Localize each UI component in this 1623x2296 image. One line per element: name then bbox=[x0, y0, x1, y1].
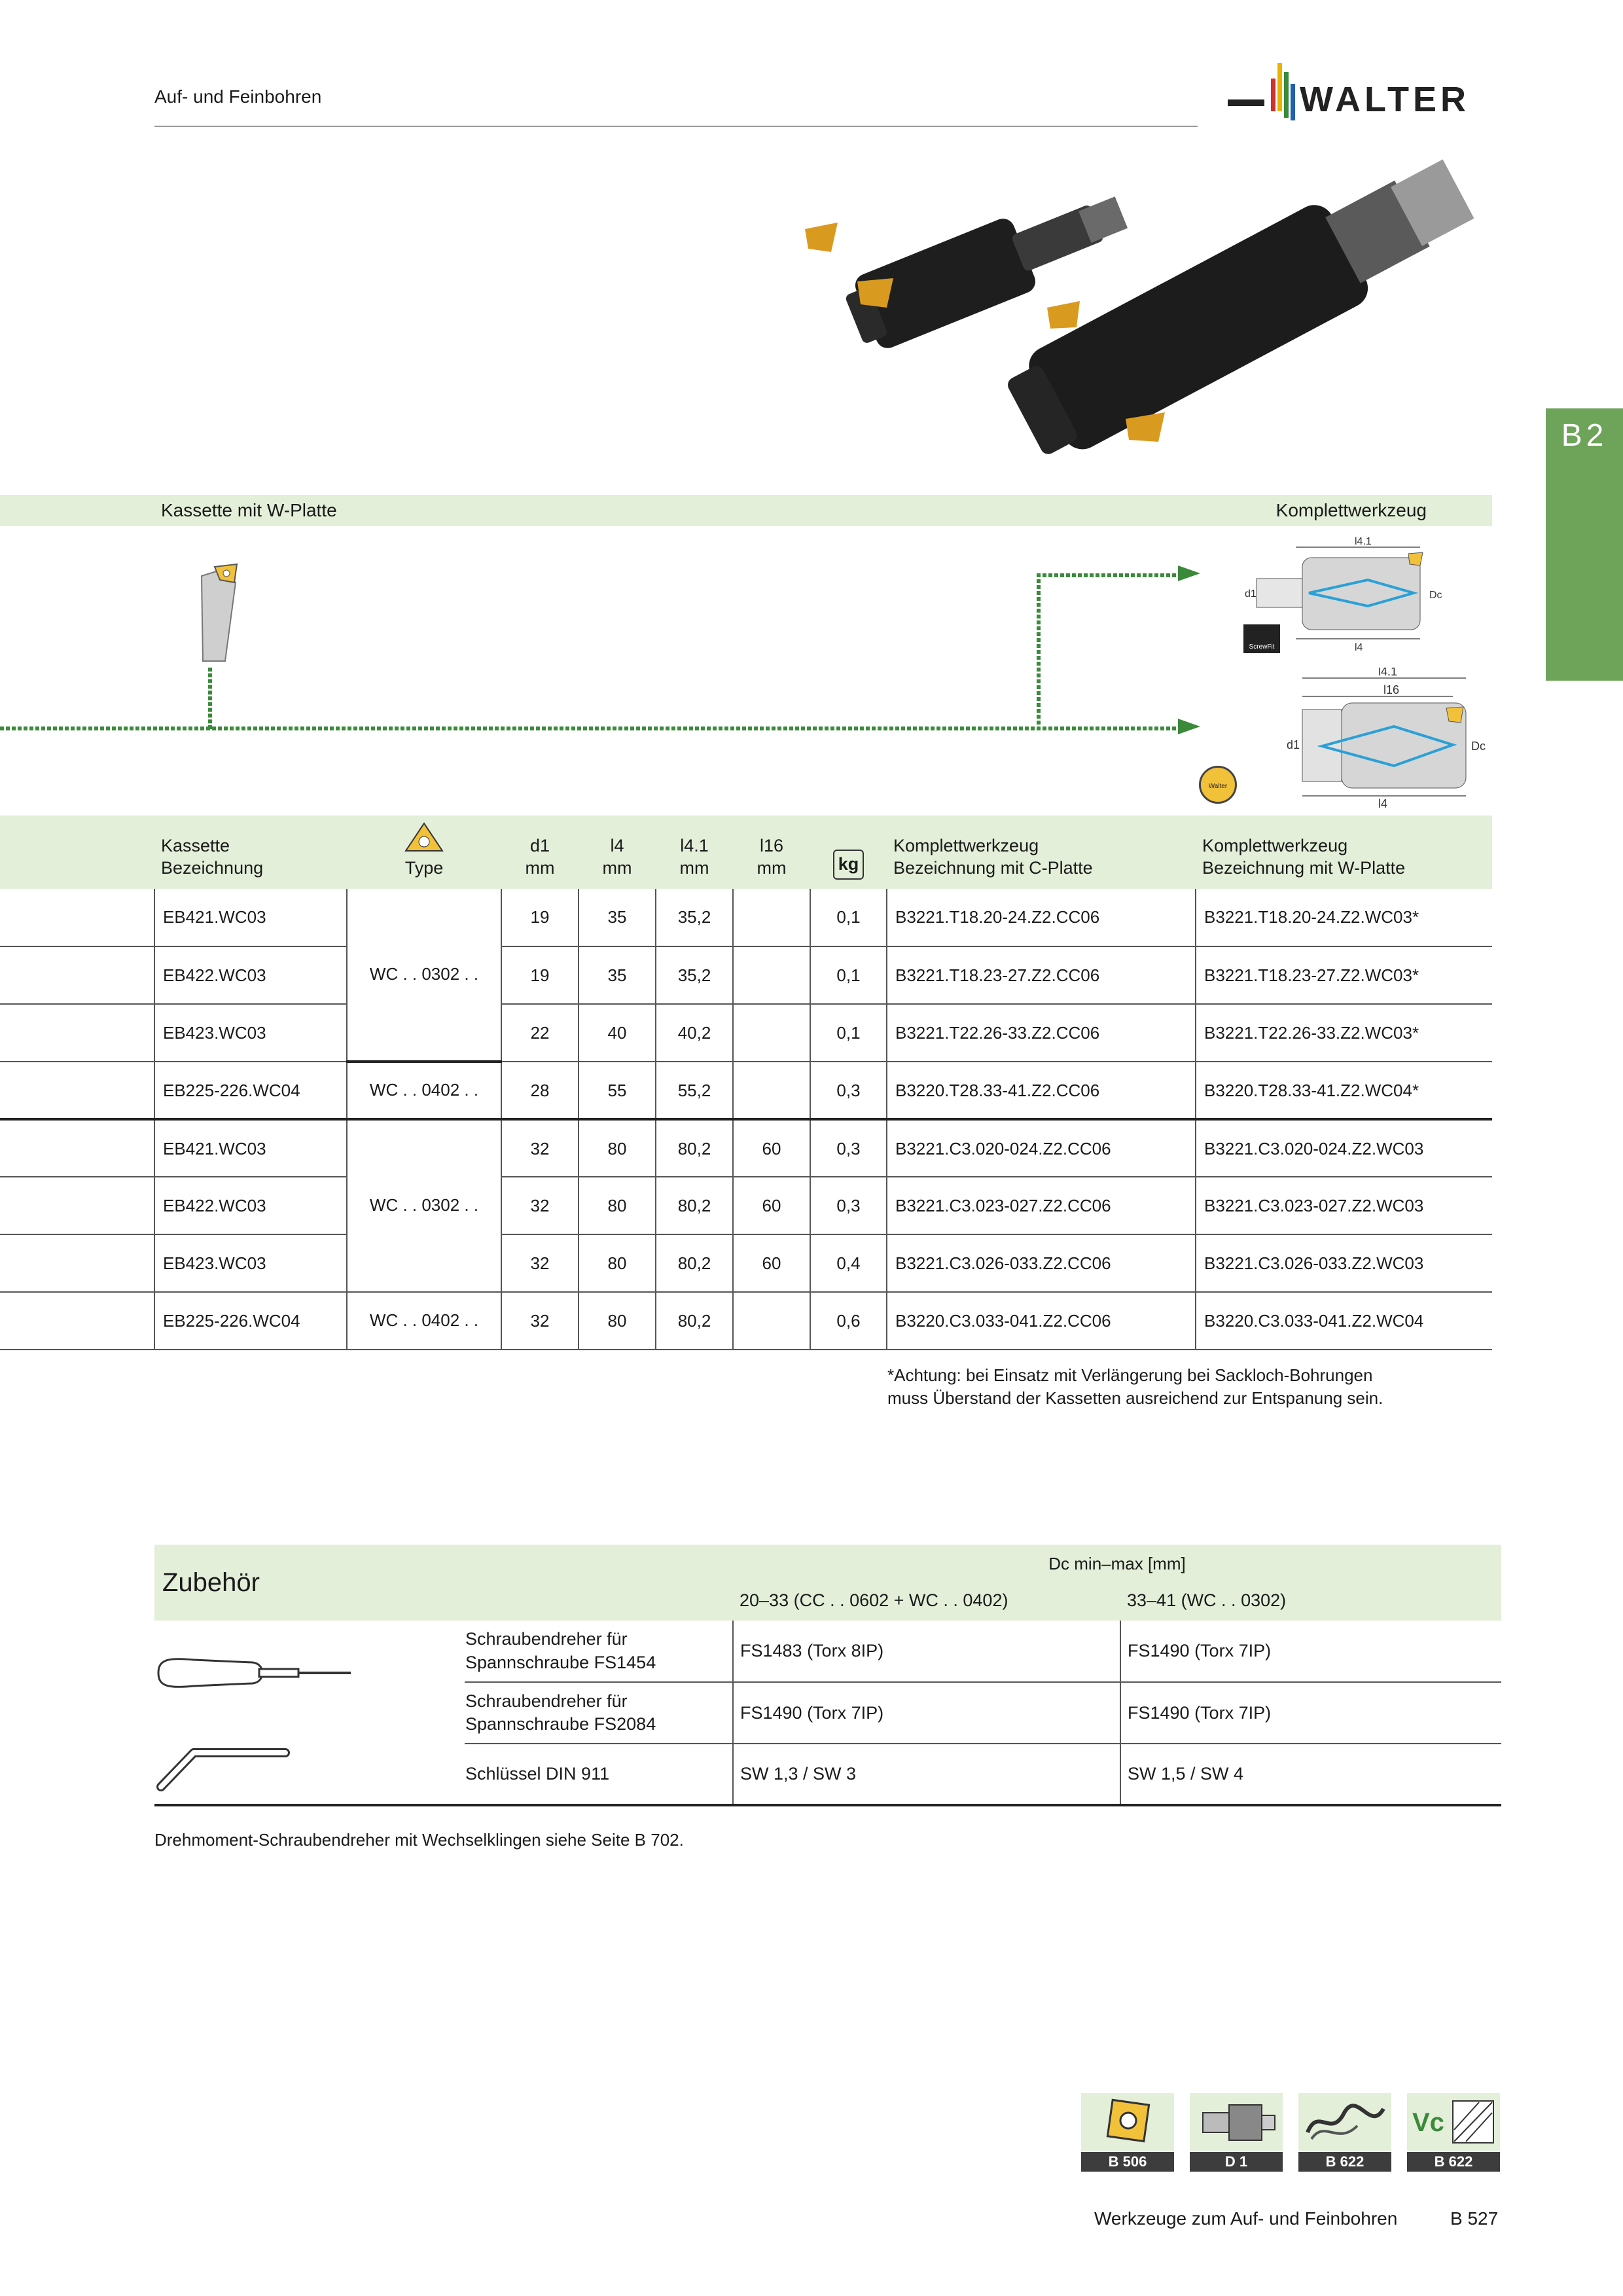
cell-l4: 80 bbox=[579, 1177, 656, 1234]
cell-c-platte: B3221.T22.26-33.Z2.CC06 bbox=[887, 1004, 1196, 1062]
header-l16: l16 mm bbox=[733, 816, 810, 889]
acc-item-name: Schraubendreher für Spannschraube FS2084 bbox=[465, 1682, 733, 1744]
cell-l4: 35 bbox=[579, 889, 656, 946]
header-d1: d1 mm bbox=[501, 816, 579, 889]
cell-l4: 40 bbox=[579, 1004, 656, 1062]
walter-capto-badge: Walter bbox=[1199, 766, 1237, 804]
cell-l16 bbox=[733, 1292, 810, 1350]
svg-text:l4: l4 bbox=[1355, 642, 1363, 653]
cell-l16 bbox=[733, 889, 810, 946]
table-row bbox=[0, 1234, 1492, 1292]
table-header-row bbox=[0, 816, 1492, 889]
cell-l41: 80,2 bbox=[656, 1234, 733, 1292]
cell-l4: 80 bbox=[579, 1292, 656, 1350]
row-spacer bbox=[0, 889, 154, 946]
cell-d1: 32 bbox=[501, 1234, 579, 1292]
section-bar bbox=[0, 495, 1492, 526]
row-spacer bbox=[0, 1119, 154, 1177]
row-spacer bbox=[0, 1062, 154, 1119]
header-rule bbox=[154, 126, 1198, 127]
cell-kg: 0,3 bbox=[810, 1062, 887, 1119]
connector-top bbox=[1037, 573, 1182, 577]
table-row bbox=[0, 1177, 1492, 1234]
cell-kassette: EB422.WC03 bbox=[154, 946, 347, 1004]
svg-text:Vc: Vc bbox=[1412, 2108, 1444, 2137]
cell-type: WC . . 0302 . . bbox=[347, 1119, 501, 1292]
cell-l41: 40,2 bbox=[656, 1004, 733, 1062]
row-spacer bbox=[0, 1292, 154, 1350]
weight-icon: kg bbox=[833, 850, 865, 880]
table-row bbox=[0, 1292, 1492, 1350]
acc-value-col1: FS1483 (Torx 8IP) bbox=[733, 1621, 1120, 1682]
cell-type: WC . . 0402 . . bbox=[347, 1062, 501, 1119]
cell-l16: 60 bbox=[733, 1119, 810, 1177]
cell-c-platte: B3221.C3.023-027.Z2.CC06 bbox=[887, 1177, 1196, 1234]
section-left-label: Kassette mit W-Platte bbox=[161, 500, 337, 520]
table-row bbox=[0, 1004, 1492, 1062]
cassette-drawing bbox=[196, 563, 249, 668]
ref-icon-3[interactable]: B 622 bbox=[1298, 2093, 1391, 2172]
cell-w-platte: B3221.T18.23-27.Z2.WC03* bbox=[1196, 946, 1492, 1004]
acc-value-col1: SW 1,3 / SW 3 bbox=[733, 1744, 1120, 1805]
cell-kassette: EB422.WC03 bbox=[154, 1177, 347, 1234]
cell-kassette: EB421.WC03 bbox=[154, 1119, 347, 1177]
ref-icon-2[interactable]: D 1 bbox=[1190, 2093, 1283, 2172]
header-w-platte: Komplettwerkzeug Bezeichnung mit W-Platte bbox=[1196, 816, 1492, 889]
acc-col2-header: 33–41 (WC . . 0302) bbox=[1127, 1590, 1287, 1610]
cell-c-platte: B3221.T18.20-24.Z2.CC06 bbox=[887, 889, 1196, 946]
footer-note: Drehmoment-Schraubendreher mit Wechselklingen siehe Seite B 702. bbox=[154, 1830, 684, 1850]
cell-l4: 35 bbox=[579, 946, 656, 1004]
page-header-title: Auf- und Feinbohren bbox=[154, 86, 322, 107]
section-right-label: Komplettwerkzeug bbox=[1275, 500, 1427, 520]
row-spacer bbox=[0, 1177, 154, 1234]
cell-w-platte: B3221.T22.26-33.Z2.WC03* bbox=[1196, 1004, 1492, 1062]
cell-l16 bbox=[733, 1004, 810, 1062]
cell-kassette: EB225-226.WC04 bbox=[154, 1062, 347, 1119]
cell-l41: 35,2 bbox=[656, 946, 733, 1004]
acc-value-col1: FS1490 (Torx 7IP) bbox=[733, 1682, 1120, 1744]
cassette-table bbox=[0, 816, 1492, 1350]
acc-item-name: Schlüssel DIN 911 bbox=[465, 1744, 733, 1805]
vc-chart-icon bbox=[1407, 2093, 1500, 2151]
cell-kassette: EB225-226.WC04 bbox=[154, 1292, 347, 1350]
svg-text:l4.1: l4.1 bbox=[1355, 536, 1372, 547]
insert-shape-icon bbox=[404, 822, 444, 855]
cell-kg: 0,6 bbox=[810, 1292, 887, 1350]
header-kassette: Kassette Bezeichnung bbox=[154, 816, 347, 889]
insert-icon bbox=[1081, 2093, 1174, 2151]
cell-w-platte: B3220.T28.33-41.Z2.WC04* bbox=[1196, 1062, 1492, 1119]
header-l4: l4 mm bbox=[579, 816, 656, 889]
cell-l41: 80,2 bbox=[656, 1119, 733, 1177]
cell-w-platte: B3221.C3.023-027.Z2.WC03 bbox=[1196, 1177, 1492, 1234]
acc-col1-header: 20–33 (CC . . 0602 + WC . . 0402) bbox=[740, 1590, 1008, 1610]
tool-diagram-bottom bbox=[1230, 668, 1492, 812]
cell-type: WC . . 0402 . . bbox=[347, 1292, 501, 1350]
acc-row bbox=[154, 1744, 1501, 1805]
cell-c-platte: B3220.T28.33-41.Z2.CC06 bbox=[887, 1062, 1196, 1119]
header-type: Type bbox=[347, 816, 501, 889]
cell-l4: 55 bbox=[579, 1062, 656, 1119]
header-c-platte: Komplettwerkzeug Bezeichnung mit C-Platte bbox=[887, 816, 1196, 889]
arrow-right-icon bbox=[1178, 719, 1202, 734]
header-kg bbox=[810, 816, 887, 889]
screwfit-badge: ScrewFit bbox=[1243, 624, 1280, 653]
cell-w-platte: B3220.C3.033-041.Z2.WC04 bbox=[1196, 1292, 1492, 1350]
cell-d1: 32 bbox=[501, 1177, 579, 1234]
cell-kg: 0,4 bbox=[810, 1234, 887, 1292]
acc-title: Zubehör bbox=[162, 1568, 260, 1597]
row-spacer bbox=[0, 1004, 154, 1062]
cell-l41: 35,2 bbox=[656, 889, 733, 946]
page-number: B 527 bbox=[1450, 2208, 1499, 2229]
ref-icon-1[interactable]: B 506 bbox=[1081, 2093, 1174, 2172]
connector-vertical bbox=[208, 668, 212, 729]
cell-l41: 80,2 bbox=[656, 1177, 733, 1234]
cell-l4: 80 bbox=[579, 1234, 656, 1292]
row-spacer bbox=[0, 1234, 154, 1292]
cell-w-platte: B3221.C3.026-033.Z2.WC03 bbox=[1196, 1234, 1492, 1292]
section-tab[interactable]: B2 bbox=[1546, 408, 1623, 681]
ref-icon-4[interactable]: Vc B 622 bbox=[1407, 2093, 1500, 2172]
cell-type: WC . . 0302 . . bbox=[347, 889, 501, 1062]
table-row bbox=[0, 1062, 1492, 1119]
row-spacer bbox=[0, 946, 154, 1004]
connector-horizontal bbox=[0, 726, 1182, 730]
table-row bbox=[0, 1119, 1492, 1177]
svg-text:l4: l4 bbox=[1378, 797, 1388, 810]
cell-l16 bbox=[733, 946, 810, 1004]
header-l41: l4.1 mm bbox=[656, 816, 733, 889]
cell-w-platte: B3221.T18.20-24.Z2.WC03* bbox=[1196, 889, 1492, 946]
acc-item-name: Schraubendreher für Spannschraube FS1454 bbox=[465, 1621, 733, 1682]
adapter-icon bbox=[1190, 2093, 1283, 2151]
svg-text:l16: l16 bbox=[1383, 683, 1400, 696]
product-image bbox=[785, 144, 1518, 484]
cell-d1: 28 bbox=[501, 1062, 579, 1119]
svg-text:d1: d1 bbox=[1287, 738, 1300, 751]
table-row bbox=[0, 889, 1492, 946]
acc-value-col2: FS1490 (Torx 7IP) bbox=[1120, 1682, 1501, 1744]
acc-header-row-1 bbox=[154, 1545, 1501, 1580]
cell-kg: 0,3 bbox=[810, 1177, 887, 1234]
cell-c-platte: B3221.C3.026-033.Z2.CC06 bbox=[887, 1234, 1196, 1292]
cell-kassette: EB423.WC03 bbox=[154, 1234, 347, 1292]
brand-text: WALTER bbox=[1300, 80, 1470, 119]
connector-branch bbox=[1037, 573, 1041, 730]
acc-dc-header: Dc min–max [mm] bbox=[1048, 1554, 1186, 1573]
table-note: *Achtung: bei Einsatz mit Verlängerung bei Sackloch-Bohrungen muss Überstand der Kassetten ausreichend zur Entspanung sein. bbox=[887, 1365, 1383, 1408]
acc-value-col2: SW 1,5 / SW 4 bbox=[1120, 1744, 1501, 1805]
cell-l16 bbox=[733, 1062, 810, 1119]
cell-kg: 0,1 bbox=[810, 889, 887, 946]
cell-l16: 60 bbox=[733, 1177, 810, 1234]
cell-kassette: EB421.WC03 bbox=[154, 889, 347, 946]
cell-l4: 80 bbox=[579, 1119, 656, 1177]
arrow-right-icon bbox=[1178, 565, 1202, 581]
acc-value-col2: FS1490 (Torx 7IP) bbox=[1120, 1621, 1501, 1682]
cell-d1: 32 bbox=[501, 1119, 579, 1177]
walter-logo bbox=[1228, 59, 1503, 131]
table-row bbox=[0, 946, 1492, 1004]
cell-l41: 80,2 bbox=[656, 1292, 733, 1350]
cell-d1: 19 bbox=[501, 889, 579, 946]
page-footer-text: Werkzeuge zum Auf- und Feinbohren bbox=[1094, 2208, 1398, 2229]
svg-text:d1: d1 bbox=[1245, 588, 1257, 600]
cell-c-platte: B3220.C3.033-041.Z2.CC06 bbox=[887, 1292, 1196, 1350]
cell-d1: 22 bbox=[501, 1004, 579, 1062]
cell-kg: 0,3 bbox=[810, 1119, 887, 1177]
cell-kassette: EB423.WC03 bbox=[154, 1004, 347, 1062]
cell-d1: 32 bbox=[501, 1292, 579, 1350]
cell-d1: 19 bbox=[501, 946, 579, 1004]
cell-c-platte: B3221.T18.23-27.Z2.CC06 bbox=[887, 946, 1196, 1004]
cell-l41: 55,2 bbox=[656, 1062, 733, 1119]
cell-w-platte: B3221.C3.020-024.Z2.WC03 bbox=[1196, 1119, 1492, 1177]
cell-c-platte: B3221.C3.020-024.Z2.CC06 bbox=[887, 1119, 1196, 1177]
svg-text:Dc: Dc bbox=[1429, 590, 1442, 601]
svg-text:l4.1: l4.1 bbox=[1378, 668, 1398, 678]
cell-kg: 0,1 bbox=[810, 946, 887, 1004]
cell-kg: 0,1 bbox=[810, 1004, 887, 1062]
chip-icon bbox=[1298, 2093, 1391, 2151]
cell-l16: 60 bbox=[733, 1234, 810, 1292]
screwdriver-icon bbox=[154, 1653, 357, 1693]
svg-text:Dc: Dc bbox=[1471, 740, 1486, 753]
hex-key-icon bbox=[154, 1741, 298, 1793]
